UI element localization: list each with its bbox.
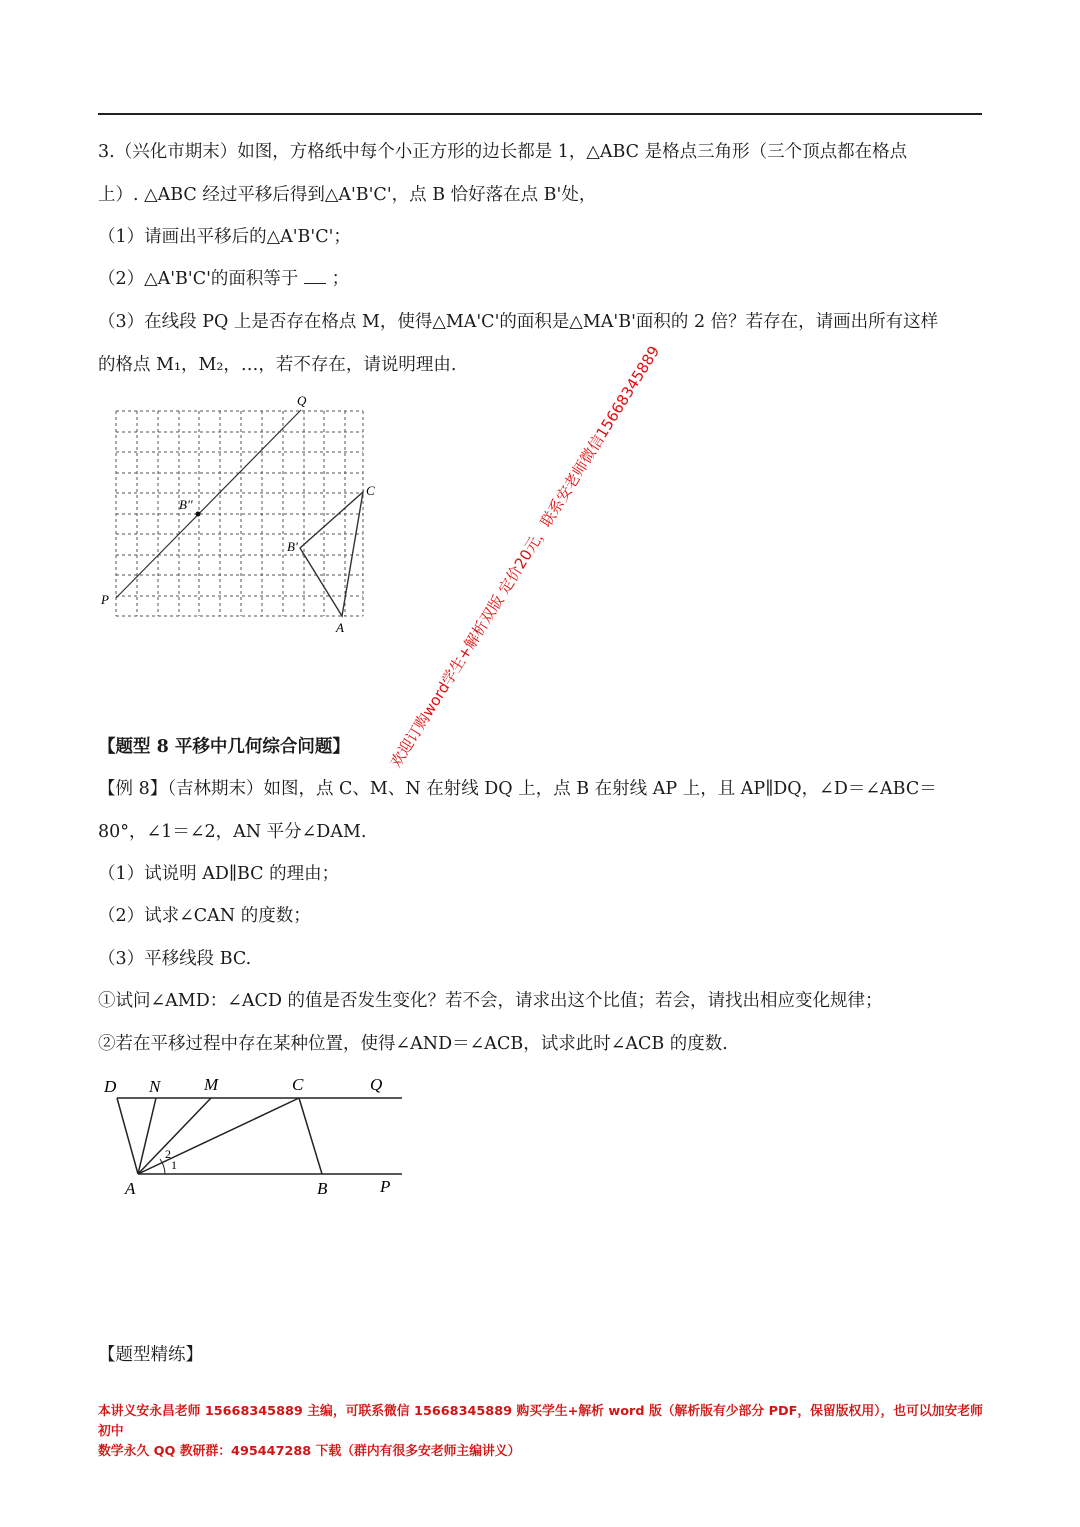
practice-heading: 【题型精练】 <box>98 1345 203 1365</box>
grid-lines <box>116 411 363 616</box>
segment-pq <box>116 410 301 598</box>
label-b-double-prime: B'' <box>179 497 193 512</box>
label-p: P <box>101 592 109 607</box>
label-q: Q <box>297 393 307 408</box>
grid-figure <box>95 385 395 635</box>
footer-note <box>98 1402 988 1462</box>
example8-line1: 【例 8】（吉林期末）如图，点 C、M、N 在射线 DQ 上，点 B 在射线 AP 上，且 AP∥DQ，∠D＝∠ABC＝ <box>98 779 937 799</box>
label-b2: B <box>317 1179 328 1198</box>
angle-label-1: 1 <box>171 1158 177 1172</box>
angle-label-2: 2 <box>165 1147 171 1161</box>
point-b-double-prime <box>196 512 201 517</box>
example8-sub1: ①试问∠AMD：∠ACD 的值是否发生变化？若不会，请求出这个比值；若会，请找出相应变化规律； <box>98 991 883 1011</box>
watermark: 欢迎订购word学生+解析双版 定价20元，联系安老师微信15668345889 <box>386 342 664 771</box>
label-q2: Q <box>370 1075 383 1094</box>
label-c2: C <box>292 1075 304 1094</box>
example8-q1: （1）试说明 AD∥BC 的理由； <box>98 864 340 884</box>
segment-bc <box>299 1098 322 1174</box>
segment-ad <box>117 1098 138 1174</box>
segment-an <box>138 1098 156 1174</box>
example8-q3: （3）平移线段 BC. <box>98 949 252 969</box>
top-rule <box>98 113 982 115</box>
problem3-q3-line2: 的格点 M₁，M₂，…，若不存在，请说明理由. <box>98 355 457 375</box>
footer-line1: 本讲义安永昌老师 15668345889 主编，可联系微信 15668345889 购买学生+解析 word 版（解析版有少部分 PDF，保留版权用），也可以加安老师初中 <box>98 1404 983 1439</box>
label-b-prime: B' <box>287 539 298 554</box>
label-a: A <box>336 620 344 635</box>
label-d: D <box>104 1077 117 1096</box>
parallel-lines-figure <box>95 1070 415 1205</box>
problem3-q1: （1）请画出平移后的△A'B'C'； <box>98 227 351 247</box>
example8-q2: （2）试求∠CAN 的度数； <box>98 906 311 926</box>
label-a2: A <box>125 1179 136 1198</box>
example8-line2: 80°，∠1＝∠2，AN 平分∠DAM. <box>98 822 367 842</box>
problem3-line1: 3.（兴化市期末）如图，方格纸中每个小正方形的边长都是 1，△ABC 是格点三角形（三个顶点都在格点 <box>98 142 908 162</box>
problem3-q3-line1: （3）在线段 PQ 上是否存在格点 M，使得△MA'C'的面积是△MA'B'面积的 2 倍？若存在，请画出所有这样 <box>98 312 939 332</box>
label-p2: P <box>380 1177 391 1196</box>
triangle-abc <box>300 492 363 616</box>
example8-sub2: ②若在平移过程中存在某种位置，使得∠AND＝∠ACB，试求此时∠ACB 的度数. <box>98 1034 728 1054</box>
label-c: C <box>366 483 375 498</box>
label-n: N <box>149 1077 161 1096</box>
footer-line2: 数学永久 QQ 教研群：495447288 下载（群内有很多安老师主编讲义） <box>98 1444 521 1459</box>
problem3-q2 <box>98 267 349 291</box>
problem3-q2-text: （2）△A'B'C'的面积等于 <box>98 269 299 289</box>
section8-heading: 【题型 8 平移中几何综合问题】 <box>98 737 350 757</box>
problem3-q2-end: ； <box>331 269 350 289</box>
answer-blank <box>304 269 326 284</box>
label-m: M <box>204 1075 219 1094</box>
problem3-line2: 上）. △ABC 经过平移后得到△A'B'C'，点 B 恰好落在点 B'处， <box>98 185 597 205</box>
